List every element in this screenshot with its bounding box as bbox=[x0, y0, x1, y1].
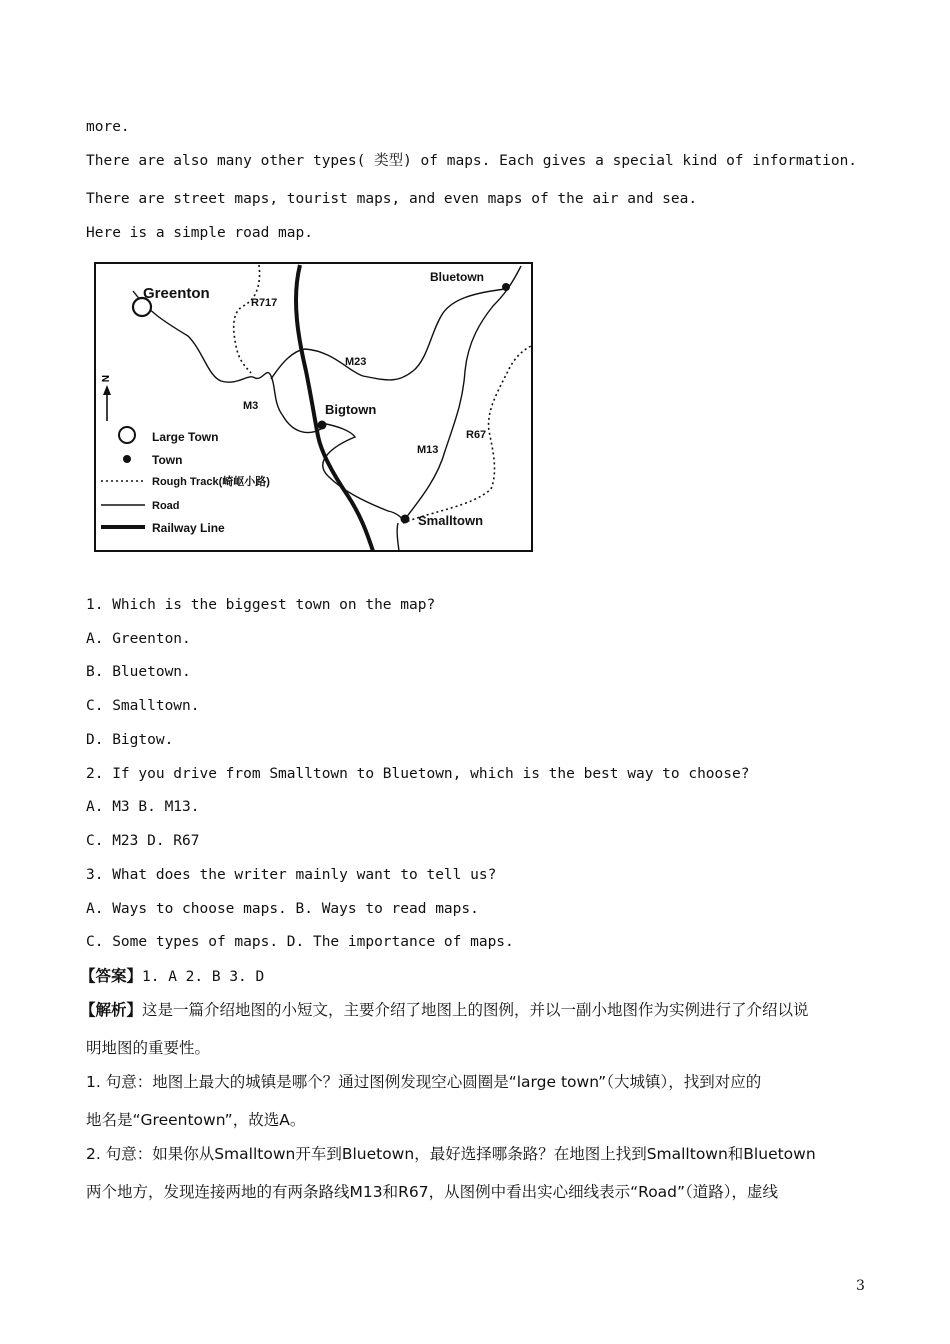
answer-text: 1. A 2. B 3. D bbox=[142, 969, 265, 985]
north-label: N bbox=[99, 375, 110, 383]
legend-label: Rough Track(崎岖小路) bbox=[152, 476, 270, 488]
legend-label: Town bbox=[152, 453, 183, 467]
town-label: Smalltown bbox=[418, 513, 484, 528]
analysis-text: 明地图的重要性。 bbox=[86, 1039, 211, 1057]
text-line: Here is a simple road map. bbox=[86, 225, 313, 241]
answer-label: 【答案】 bbox=[80, 967, 143, 985]
road-map-figure bbox=[93, 261, 534, 553]
analysis-text: 1. 句意：地图上最大的城镇是哪个？通过图例发现空心圆圈是“large town”（大城镇），找到对应的 bbox=[86, 1073, 762, 1091]
legend-label: Large Town bbox=[152, 430, 219, 444]
question-text: 1. Which is the biggest town on the map? bbox=[86, 597, 436, 613]
option-text: A. Greenton. bbox=[86, 631, 191, 647]
option-text: A. M3 B. M13. bbox=[86, 799, 200, 815]
town-label: Bluetown bbox=[430, 270, 484, 284]
option-text: C. Some types of maps. D. The importance of maps. bbox=[86, 934, 514, 950]
road-label: M23 bbox=[345, 356, 367, 368]
analysis-line bbox=[80, 1000, 809, 1020]
option-text: B. Bluetown. bbox=[86, 664, 191, 680]
question-text: 2. If you drive from Smalltown to Bluetown, which is the best way to choose? bbox=[86, 766, 750, 782]
town-marker bbox=[401, 515, 410, 524]
road-label: R717 bbox=[251, 297, 278, 309]
analysis-label: 【解析】 bbox=[80, 1001, 143, 1019]
analysis-text: 2. 句意：如果你从Smalltown开车到Bluetown，最好选择哪条路？在地图上找到Smalltown和Bluetown bbox=[86, 1145, 816, 1163]
legend-town-symbol bbox=[123, 455, 131, 463]
road-label: M3 bbox=[243, 400, 259, 412]
option-text: C. Smalltown. bbox=[86, 698, 200, 714]
legend-large-town-symbol bbox=[119, 427, 135, 443]
road-label: R67 bbox=[466, 429, 487, 441]
text-line: There are also many other types( 类型) of maps. Each gives a special kind of information. bbox=[86, 153, 858, 169]
analysis-text: 这是一篇介绍地图的小短文，主要介绍了地图上的图例，并以一副小地图作为实例进行了介绍以说 bbox=[142, 1001, 809, 1019]
town-marker bbox=[318, 421, 327, 430]
road-label: M13 bbox=[417, 444, 439, 456]
option-text: A. Ways to choose maps. B. Ways to read maps. bbox=[86, 901, 479, 917]
analysis-text: 地名是“Greentown”，故选A。 bbox=[86, 1111, 306, 1129]
legend-label: Road bbox=[152, 500, 180, 512]
text-line: There are street maps, tourist maps, and even maps of the air and sea. bbox=[86, 191, 698, 207]
analysis-text: 两个地方，发现连接两地的有两条路线M13和R67，从图例中看出实心细线表示“Road”（道路），虚线 bbox=[86, 1183, 779, 1201]
option-text: C. M23 D. R67 bbox=[86, 833, 200, 849]
town-label: Greenton bbox=[143, 285, 210, 302]
answer-line bbox=[80, 966, 264, 987]
question-text: 3. What does the writer mainly want to tell us? bbox=[86, 867, 497, 883]
town-label: Bigtown bbox=[325, 402, 377, 417]
text-line: more. bbox=[86, 119, 130, 135]
town-marker bbox=[502, 283, 510, 291]
option-text: D. Bigtow. bbox=[86, 732, 174, 748]
legend-label: Railway Line bbox=[152, 521, 225, 535]
page-number: 3 bbox=[856, 1278, 865, 1294]
